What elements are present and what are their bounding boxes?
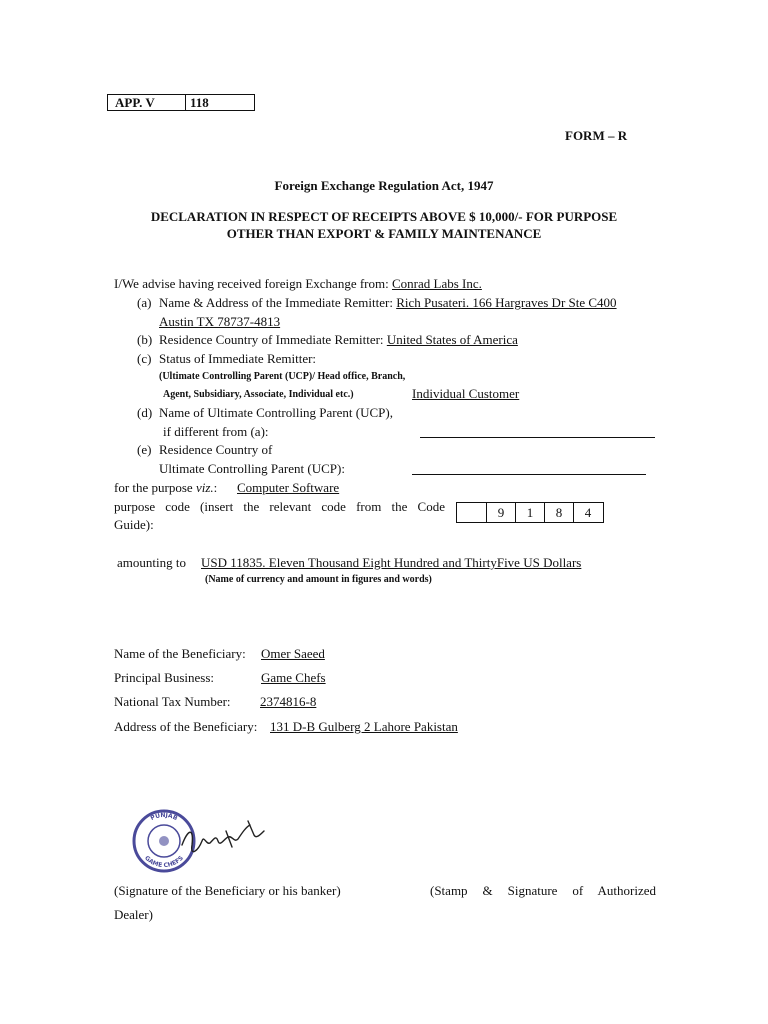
dealer-signature-label-line1: (Stamp & Signature of Authorized [430, 883, 656, 898]
item-d-marker: (d) [137, 405, 153, 420]
purpose-code-empty-cell [457, 503, 486, 522]
item-b-line [159, 332, 518, 348]
remitter-address-line2: Austin TX 78737-4813 [159, 314, 281, 329]
item-b-marker: (b) [137, 332, 153, 347]
act-title: Foreign Exchange Regulation Act, 1947 [274, 178, 494, 193]
item-e-label-line2: Ultimate Controlling Parent (UCP): [159, 461, 345, 476]
amount-value: USD 11835. Eleven Thousand Eight Hundred and ThirtyFive US Dollars [201, 555, 582, 570]
item-c-note-line2: Agent, Subsidiary, Associate, Individual etc.) [163, 389, 354, 400]
item-c-note-line1: (Ultimate Controlling Parent (UCP)/ Head office, Branch, [159, 371, 406, 382]
item-a-line [159, 295, 617, 311]
purpose-value: Computer Software [237, 480, 340, 495]
purpose-code-box [456, 502, 604, 523]
item-a-label: Name & Address of the Immediate Remitter: [159, 295, 393, 310]
form-label: FORM – R [565, 128, 628, 143]
purpose-code-digit: 1 [515, 503, 544, 522]
declaration-title-line2: OTHER THAN EXPORT & FAMILY MAINTENANCE [226, 226, 542, 241]
beneficiary-signature-label: (Signature of the Beneficiary or his banker) [114, 883, 341, 898]
stamp-text-bottom: GAME CHEFS [143, 854, 185, 870]
beneficiary-name: Omer Saeed [261, 646, 325, 661]
app-label: APP. V [108, 95, 186, 110]
principal-business: Game Chefs [261, 670, 326, 685]
intro-line [114, 276, 482, 292]
principal-business-label: Principal Business: [114, 670, 215, 685]
remitter-name-address: Rich Pusateri. 166 Hargraves Dr Ste C400 [396, 295, 617, 310]
remitter-company: Conrad Labs Inc. [391, 276, 482, 291]
remitter-country: United States of America [386, 332, 518, 347]
ntn-label: National Tax Number: [114, 694, 231, 709]
ucp-name-blank [420, 437, 655, 438]
purpose-code-digit: 8 [544, 503, 573, 522]
item-e-label-line1: Residence Country of [159, 442, 273, 457]
purpose-label: for the purpose [114, 480, 193, 495]
stamp-and-signature [128, 805, 278, 877]
item-c-marker: (c) [137, 351, 152, 366]
beneficiary-address-label: Address of the Beneficiary: [114, 719, 258, 734]
item-d-label-line2: if different from (a): [163, 424, 269, 439]
purpose-line [114, 480, 217, 496]
stamp-text-top: PUNJAB [149, 811, 179, 823]
app-reference-box [107, 94, 255, 111]
company-stamp [134, 811, 194, 871]
ntn-value: 2374816-8 [260, 694, 317, 709]
declaration-title-line1: DECLARATION IN RESPECT OF RECEIPTS ABOVE $ 10,000/- FOR PURPOSE [150, 209, 618, 224]
item-c-label: Status of Immediate Remitter: [159, 351, 317, 366]
app-number: 118 [190, 95, 209, 110]
item-a-marker: (a) [137, 295, 152, 310]
ucp-country-blank [412, 474, 646, 475]
purpose-code-label-line2: Guide): [114, 517, 154, 532]
purpose-colon: : [213, 480, 218, 495]
item-e-marker: (e) [137, 442, 152, 457]
beneficiary-name-label: Name of the Beneficiary: [114, 646, 246, 661]
amount-label: amounting to [117, 555, 186, 570]
purpose-code-digit: 9 [486, 503, 515, 522]
remitter-status: Individual Customer [412, 386, 520, 401]
purpose-viz: viz. [195, 480, 214, 495]
intro-label: I/We advise having received foreign Exchange from: [114, 276, 389, 291]
item-d-label-line1: Name of Ultimate Controlling Parent (UCP), [159, 405, 393, 420]
beneficiary-address: 131 D-B Gulberg 2 Lahore Pakistan [270, 719, 458, 734]
item-b-label: Residence Country of Immediate Remitter: [159, 332, 384, 347]
purpose-code-digit: 4 [573, 503, 602, 522]
purpose-code-label-line1: purpose code (insert the relevant code from the Code [114, 499, 445, 514]
amount-note: (Name of currency and amount in figures and words) [205, 574, 432, 585]
dealer-signature-label-line2: Dealer) [114, 907, 153, 922]
